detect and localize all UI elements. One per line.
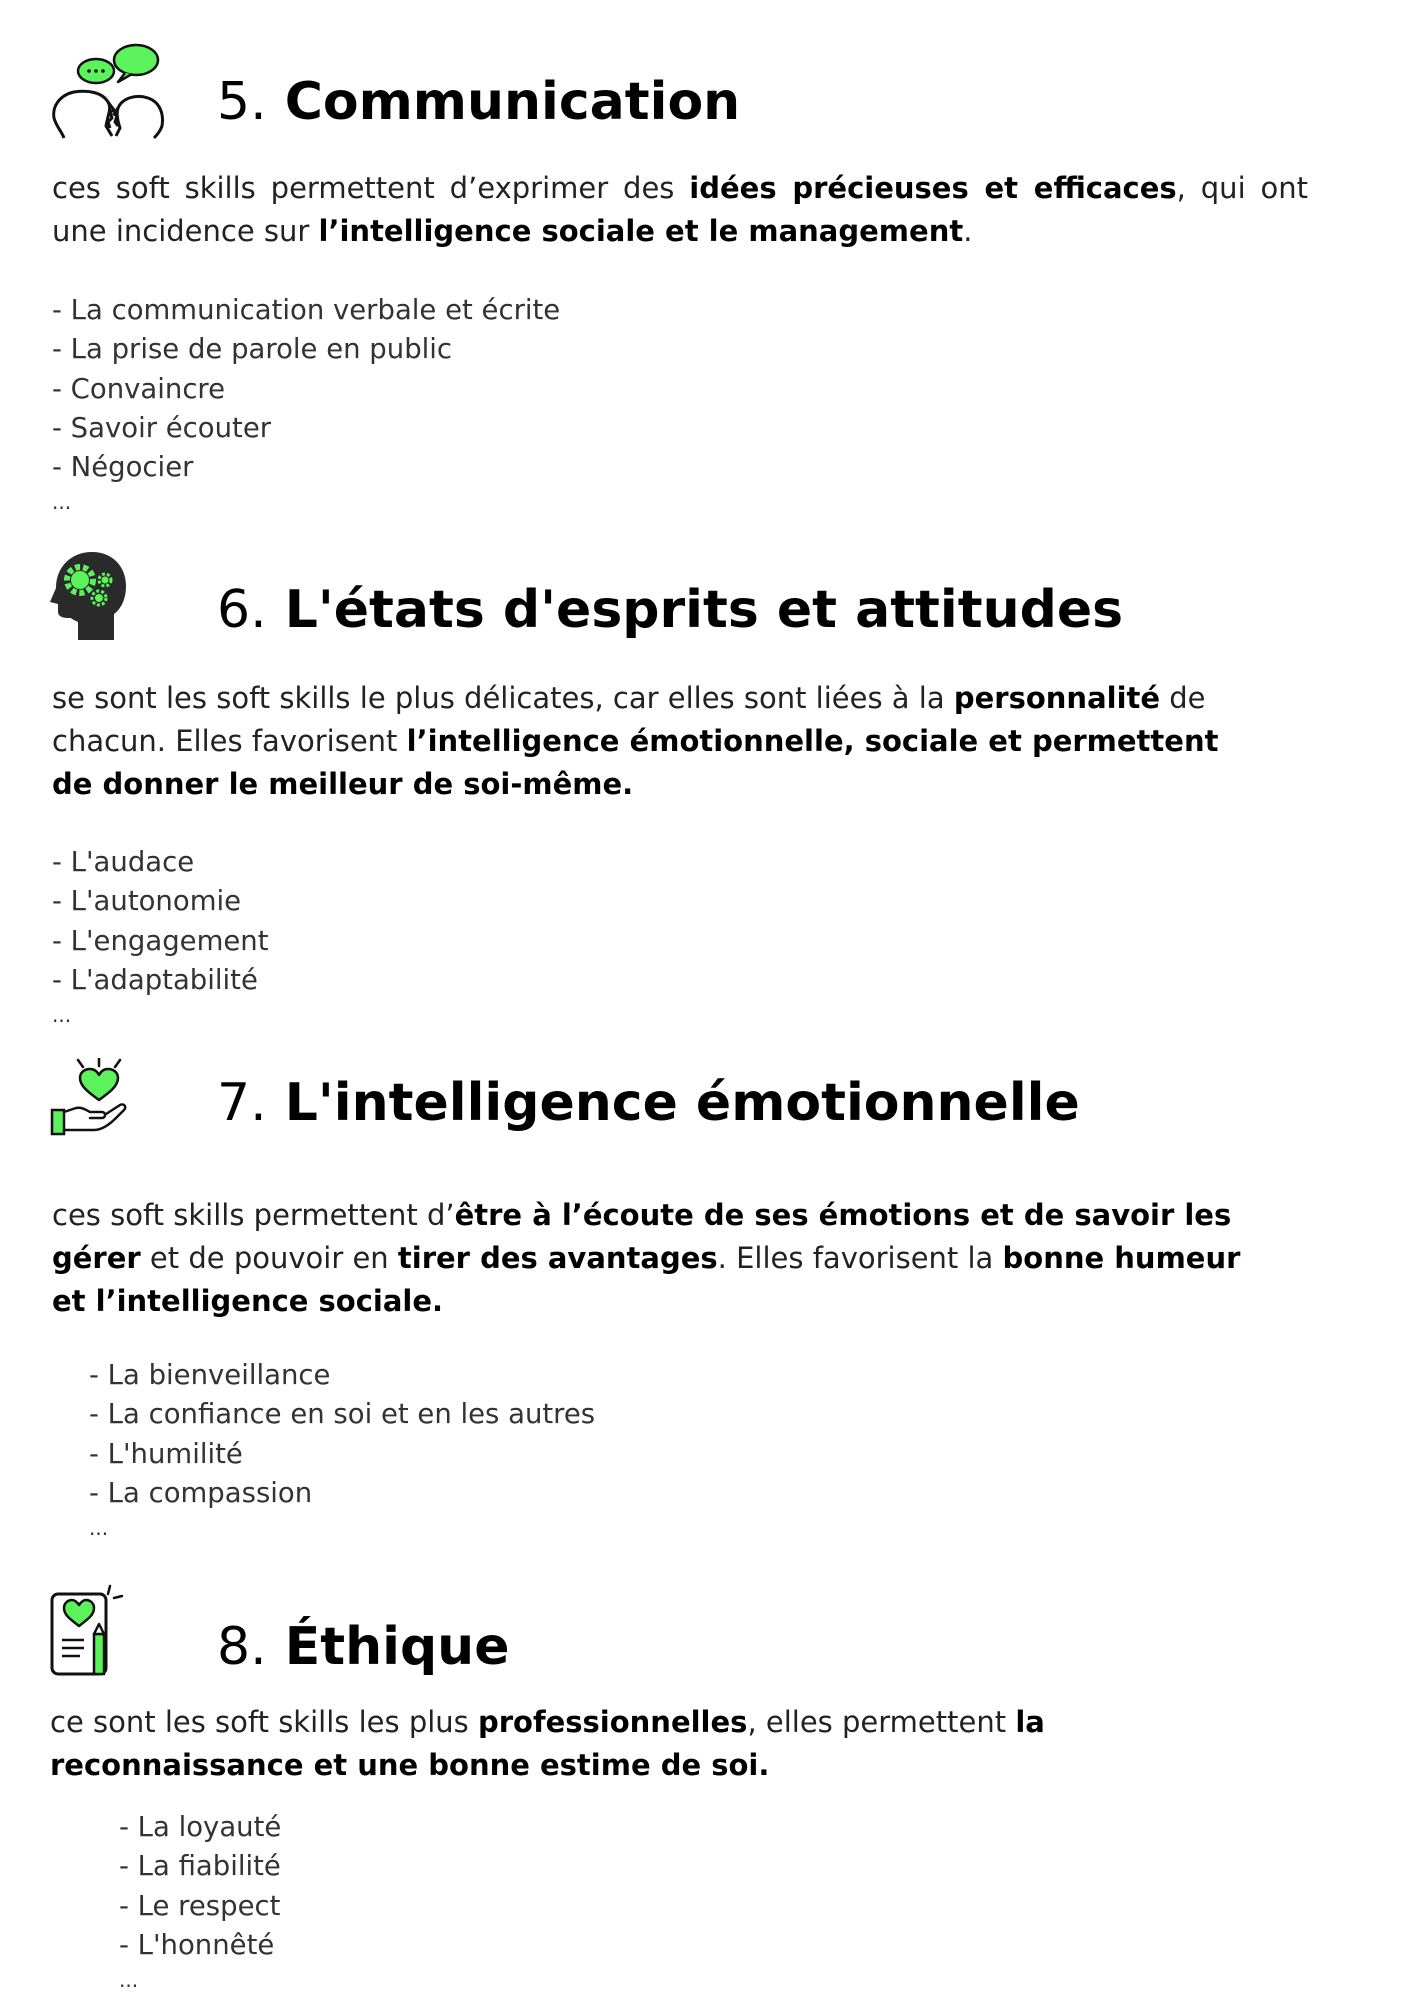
list-item: - La communication verbale et écrite xyxy=(52,294,561,326)
section-description: se sont les soft skills le plus délicates, car elles sont liées à la personnalité de chacun. Elles favorisent l’intelligence émotionnelle, sociale et permettent de donner le meilleur de soi-même. xyxy=(52,681,1219,801)
section-number: 5. xyxy=(217,72,267,132)
section-number: 8. xyxy=(217,1617,267,1677)
section-title xyxy=(217,1073,1080,1133)
list-item: - La fiabilité xyxy=(119,1850,281,1883)
list-item: - La bienveillance xyxy=(89,1359,331,1391)
list-item: - La prise de parole en public xyxy=(52,333,453,366)
list-item: - L'engagement xyxy=(52,924,269,957)
list-item: - La confiance en soi et en les autres xyxy=(89,1398,596,1431)
list-ellipsis: ... xyxy=(119,1968,139,1993)
head-gears-icon xyxy=(50,550,130,642)
list-item: - La loyauté xyxy=(119,1811,282,1843)
skill-list xyxy=(52,843,269,1030)
list-item: - L'honnêté xyxy=(119,1928,275,1961)
speech-bubbles-icon xyxy=(50,40,165,140)
section-description: ce sont les soft skills les plus professionnelles, elles permettent la reconnaissance et une bonne estime de soi. xyxy=(50,1705,1045,1782)
list-ellipsis: ... xyxy=(52,1003,72,1028)
list-ellipsis: ... xyxy=(89,1516,109,1541)
list-item: - L'audace xyxy=(52,846,195,878)
document-heart-icon xyxy=(50,1582,130,1678)
skill-list xyxy=(52,291,560,517)
section-description: ces soft skills permettent d’exprimer des idées précieuses et efficaces, qui ont une incidence sur l’intelligence sociale et le management. xyxy=(52,171,1309,248)
list-item: - La compassion xyxy=(89,1476,313,1509)
list-ellipsis: ... xyxy=(52,490,72,515)
skill-list xyxy=(89,1356,595,1543)
section-title xyxy=(217,72,740,132)
list-item: - L'autonomie xyxy=(52,885,242,918)
section-title xyxy=(217,580,1123,640)
section-heading: L'intelligence émotionnelle xyxy=(284,1073,1080,1133)
section-heading: Communication xyxy=(284,72,741,132)
hand-heart-icon xyxy=(50,1058,128,1136)
list-item: - Négocier xyxy=(52,451,194,484)
list-item: - Savoir écouter xyxy=(52,411,272,444)
list-item: - L'adaptabilité xyxy=(52,963,258,996)
list-item: - Convaincre xyxy=(52,372,226,405)
section-heading: L'états d'esprits et attitudes xyxy=(284,580,1124,640)
section-title xyxy=(217,1617,509,1677)
skill-list xyxy=(119,1808,281,1995)
section-number: 6. xyxy=(217,580,267,640)
section-number: 7. xyxy=(217,1073,267,1133)
section-description: ces soft skills permettent d’être à l’écoute de ses émotions et de savoir les gérer et de pouvoir en tirer des avantages. Elles favorisent la bonne humeur et l’intelligence sociale. xyxy=(52,1198,1241,1318)
list-item: - Le respect xyxy=(119,1889,281,1922)
section-heading: Éthique xyxy=(284,1617,510,1677)
list-item: - L'humilité xyxy=(89,1437,243,1470)
